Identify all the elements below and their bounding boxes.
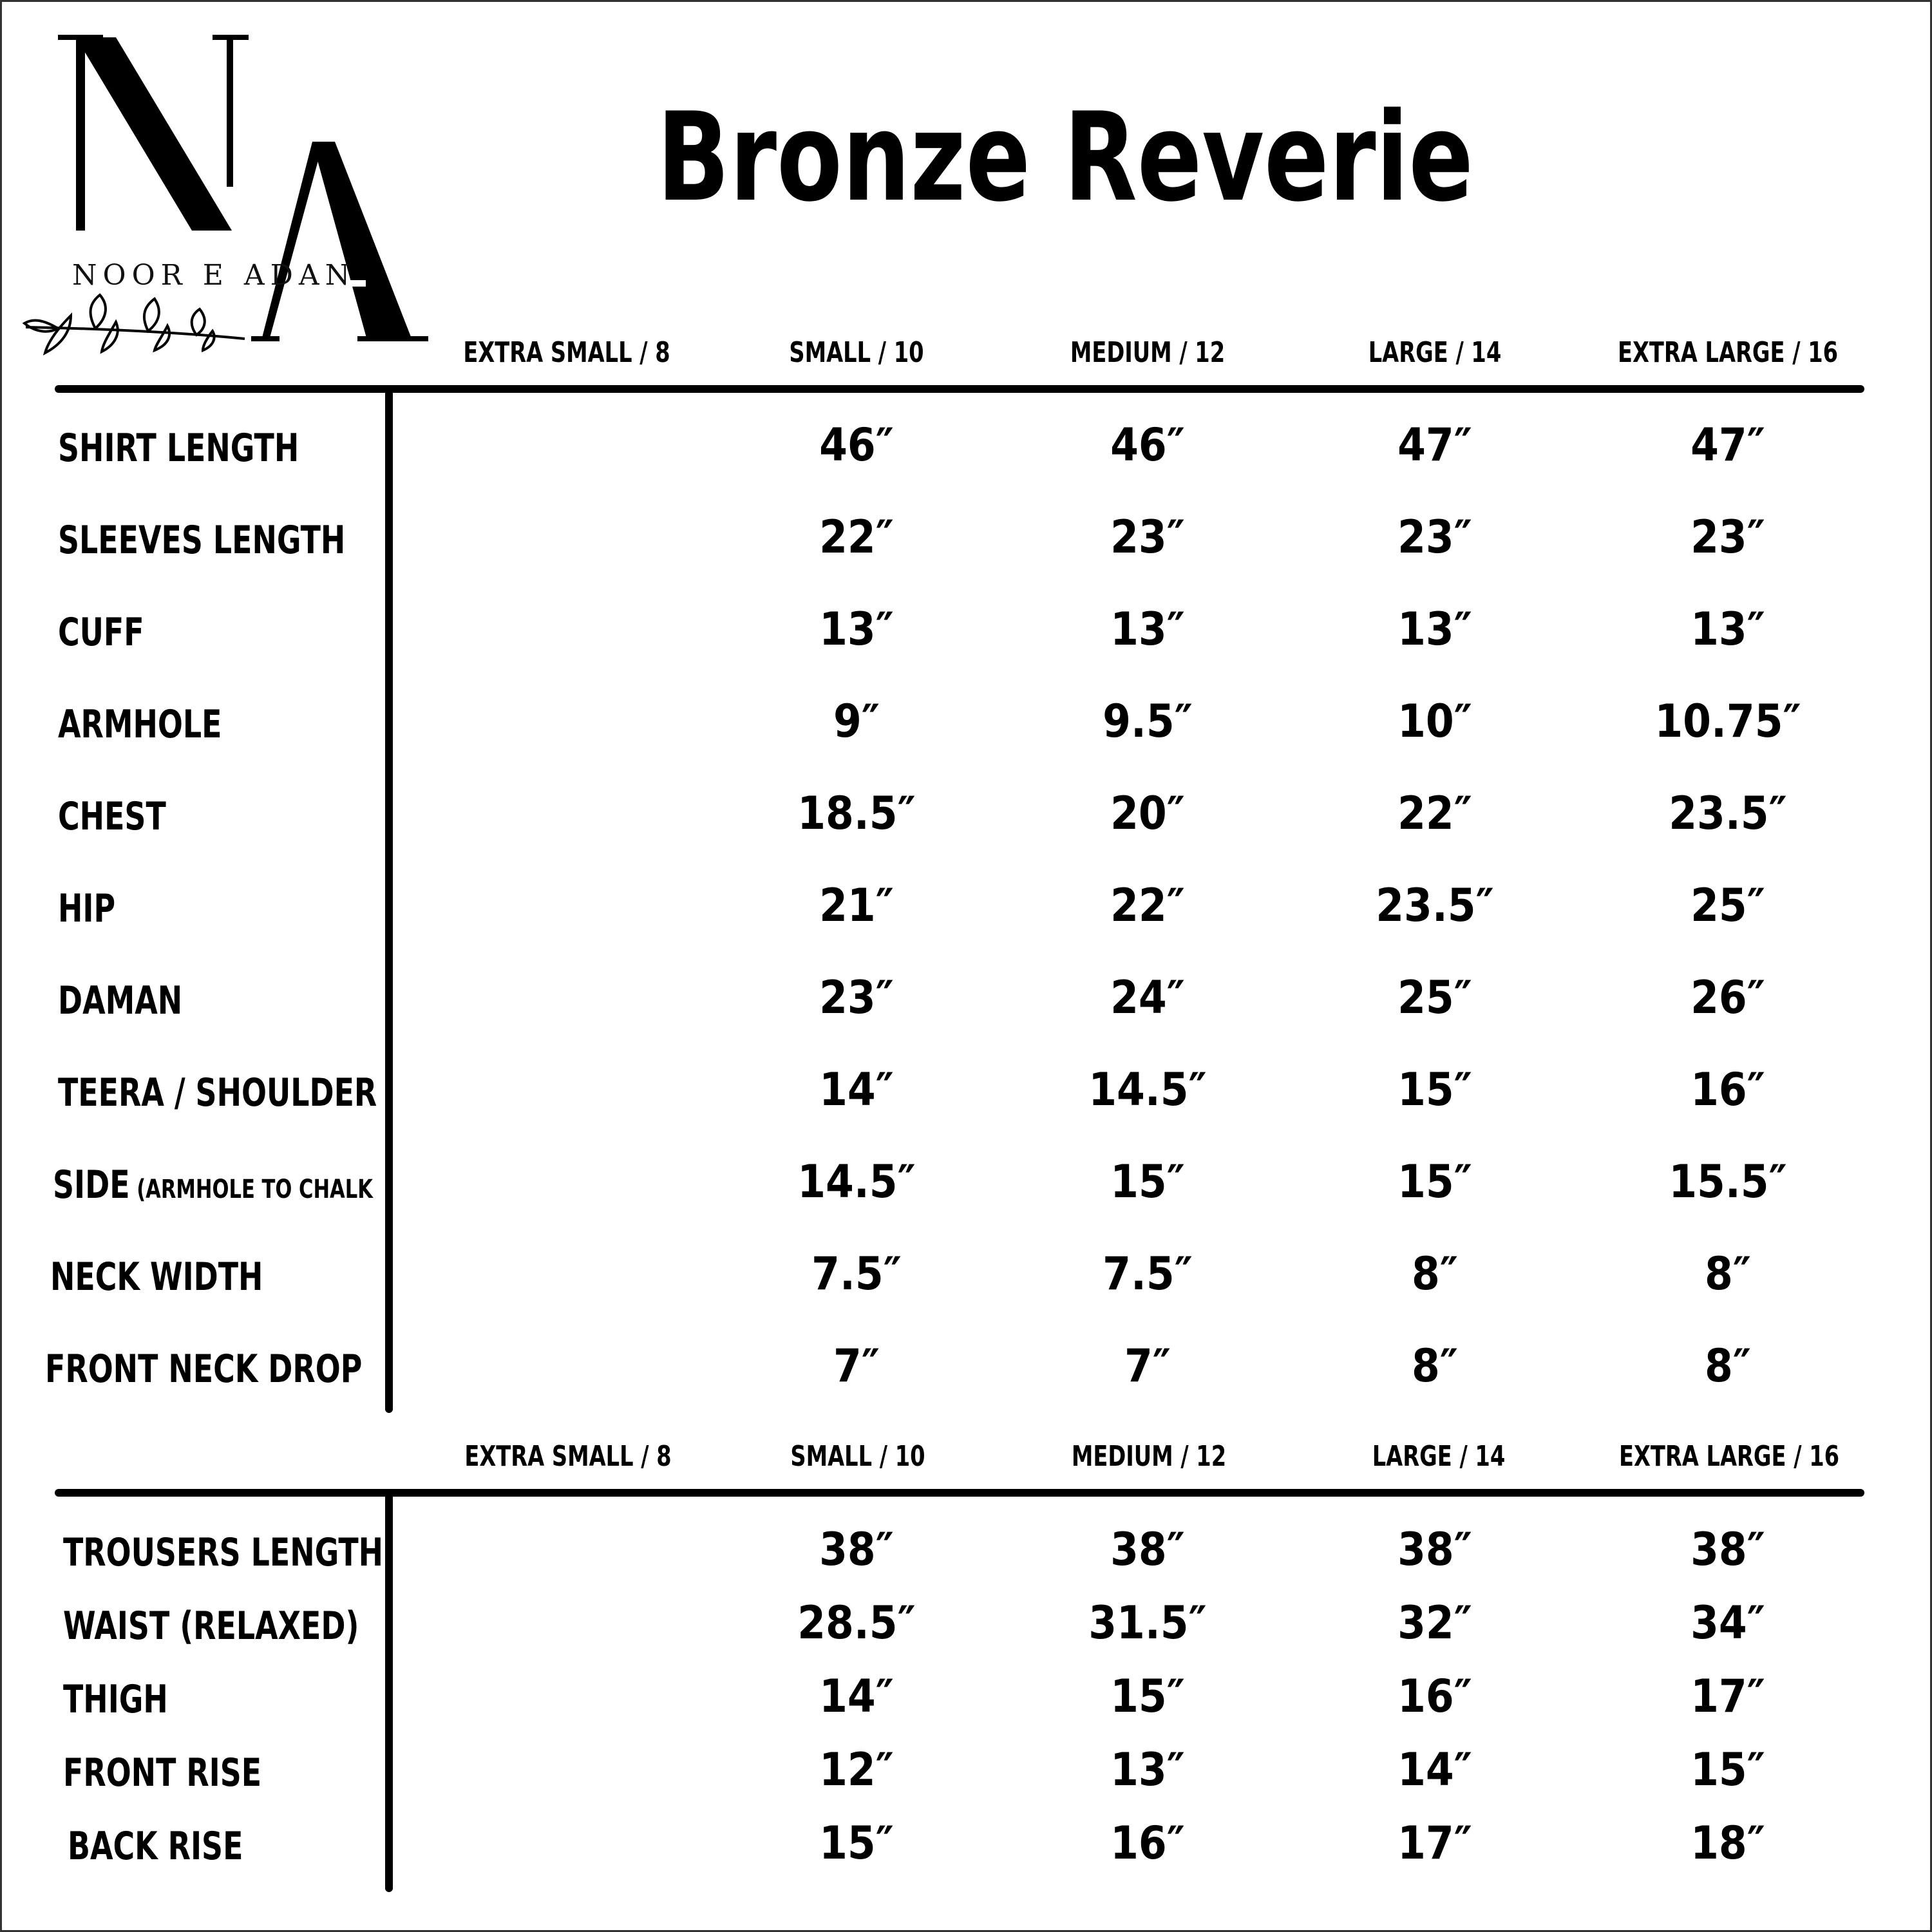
measurement-value: 13″ (1397, 603, 1472, 656)
measurement-value: 17″ (1397, 1817, 1472, 1870)
measurement-value: 9″ (833, 695, 880, 748)
measurement-label (63, 1604, 359, 1649)
measurement-label-text: TROUSERS LENGTH (63, 1530, 384, 1575)
measurement-value: 38″ (1110, 1523, 1185, 1576)
measurement-label (63, 1750, 261, 1795)
measurement-value: 7.5″ (1103, 1247, 1193, 1300)
measurement-value: 14.5″ (1088, 1063, 1207, 1116)
measurement-label-text: DAMAN (58, 978, 183, 1023)
measurement-value: 31.5″ (1088, 1596, 1207, 1649)
measurement-value: 38″ (1690, 1523, 1765, 1576)
measurement-label (58, 886, 115, 931)
size-header: EXTRA SMALL / 8 (463, 336, 670, 369)
size-header: SMALL / 10 (790, 1440, 925, 1473)
measurement-value: 9.5″ (1103, 695, 1193, 748)
measurement-label-text: SHIRT LENGTH (58, 426, 299, 471)
measurement-value: 38″ (819, 1523, 894, 1576)
size-header: MEDIUM / 12 (1071, 1440, 1227, 1473)
trousers-table-divider (55, 1489, 1864, 1497)
measurement-value: 24″ (1110, 971, 1185, 1024)
measurement-value: 14″ (819, 1063, 894, 1116)
measurement-label-text: TEERA / SHOULDER (58, 1070, 377, 1115)
measurement-label (53, 1162, 373, 1208)
measurement-value: 13″ (1110, 603, 1185, 656)
measurement-value: 12″ (819, 1743, 894, 1796)
measurement-value: 16″ (1110, 1817, 1185, 1870)
trousers-table-column-divider (385, 1489, 393, 1892)
measurement-value: 25″ (1690, 879, 1765, 932)
measurement-value: 46″ (1110, 419, 1185, 471)
measurement-label-text: SLEEVES LENGTH (58, 518, 346, 563)
measurement-label (58, 426, 299, 471)
size-header: MEDIUM / 12 (1070, 336, 1226, 369)
measurement-value: 15″ (1690, 1743, 1765, 1796)
measurement-label (58, 518, 345, 563)
measurement-label-text: NECK WIDTH (50, 1255, 263, 1300)
measurement-value: 14″ (1397, 1743, 1472, 1796)
measurement-label (63, 1677, 168, 1722)
measurement-label (58, 1070, 377, 1115)
measurement-value: 14.5″ (797, 1155, 916, 1208)
measurement-value: 16″ (1690, 1063, 1765, 1116)
shirt-table-divider (55, 385, 1864, 393)
measurement-value: 23.5″ (1376, 879, 1494, 932)
measurement-value: 8″ (1705, 1340, 1751, 1392)
size-header: LARGE / 14 (1372, 1440, 1506, 1473)
measurement-value: 28.5″ (797, 1596, 916, 1649)
measurement-label (68, 1824, 243, 1869)
measurement-value: 15″ (1397, 1155, 1472, 1208)
measurement-label (58, 794, 166, 839)
brand-name: NOOR E ADAN (72, 259, 356, 292)
measurement-label (58, 702, 222, 747)
shirt-table-column-divider (385, 385, 393, 1413)
size-header: SMALL / 10 (789, 336, 924, 369)
measurement-label-text: CUFF (58, 610, 144, 655)
measurement-label-text: CHEST (58, 794, 166, 839)
measurement-value: 25″ (1397, 971, 1472, 1024)
measurement-value: 22″ (1110, 879, 1185, 932)
measurement-label-note: (ARMHOLE TO CHALK (129, 1175, 373, 1204)
measurement-value: 22″ (1397, 787, 1472, 840)
measurement-value: 23″ (819, 971, 894, 1024)
measurement-value: 15″ (1110, 1155, 1185, 1208)
measurement-label-text: FRONT NECK DROP (45, 1347, 363, 1392)
measurement-value: 13″ (1690, 603, 1765, 656)
monogram-logo-icon (19, 26, 438, 361)
measurement-value: 10″ (1397, 695, 1472, 748)
measurement-label (58, 610, 144, 655)
measurement-value: 16″ (1397, 1670, 1472, 1723)
brand-logo (19, 26, 438, 361)
size-header: EXTRA LARGE / 16 (1617, 336, 1839, 369)
measurement-label (63, 1530, 383, 1575)
measurement-value: 15″ (1397, 1063, 1472, 1116)
measurement-value: 17″ (1690, 1670, 1765, 1723)
measurement-value: 22″ (819, 511, 894, 564)
page-title: Bronze Reverie (657, 86, 1473, 229)
measurement-value: 18.5″ (797, 787, 916, 840)
measurement-value: 32″ (1397, 1596, 1472, 1649)
measurement-value: 15.5″ (1669, 1155, 1787, 1208)
measurement-value: 18″ (1690, 1817, 1765, 1870)
size-header: LARGE / 14 (1368, 336, 1502, 369)
measurement-value: 34″ (1690, 1596, 1765, 1649)
measurement-value: 15″ (819, 1817, 894, 1870)
measurement-label (50, 1255, 263, 1300)
measurement-value: 8″ (1412, 1247, 1458, 1300)
measurement-label-text: HIP (58, 886, 116, 931)
measurement-value: 15″ (1110, 1670, 1185, 1723)
measurement-label-text: THIGH (63, 1677, 168, 1722)
measurement-value: 8″ (1412, 1340, 1458, 1392)
measurement-label-text: SIDE (53, 1162, 130, 1208)
measurement-label (45, 1347, 362, 1392)
measurement-value: 8″ (1705, 1247, 1751, 1300)
measurement-value: 46″ (819, 419, 894, 471)
size-header: EXTRA LARGE / 16 (1618, 1440, 1840, 1473)
measurement-value: 23″ (1397, 511, 1472, 564)
measurement-label-text: WAIST (RELAXED) (63, 1604, 359, 1649)
measurement-value: 7″ (1124, 1340, 1171, 1392)
measurement-label-text: BACK RISE (68, 1824, 243, 1869)
measurement-value: 23″ (1690, 511, 1765, 564)
measurement-value: 38″ (1397, 1523, 1472, 1576)
measurement-value: 7.5″ (811, 1247, 902, 1300)
measurement-label-text: FRONT RISE (63, 1750, 262, 1795)
measurement-value: 10.75″ (1654, 695, 1801, 748)
measurement-value: 14″ (819, 1670, 894, 1723)
size-header: EXTRA SMALL / 8 (464, 1440, 672, 1473)
measurement-value: 23″ (1110, 511, 1185, 564)
measurement-value: 13″ (819, 603, 894, 656)
measurement-value: 7″ (833, 1340, 880, 1392)
measurement-value: 47″ (1397, 419, 1472, 471)
measurement-value: 47″ (1690, 419, 1765, 471)
measurement-value: 13″ (1110, 1743, 1185, 1796)
measurement-label-text: ARMHOLE (58, 702, 222, 747)
measurement-label (58, 978, 182, 1023)
measurement-value: 23.5″ (1669, 787, 1787, 840)
measurement-value: 21″ (819, 879, 894, 932)
measurement-value: 20″ (1110, 787, 1185, 840)
measurement-value: 26″ (1690, 971, 1765, 1024)
